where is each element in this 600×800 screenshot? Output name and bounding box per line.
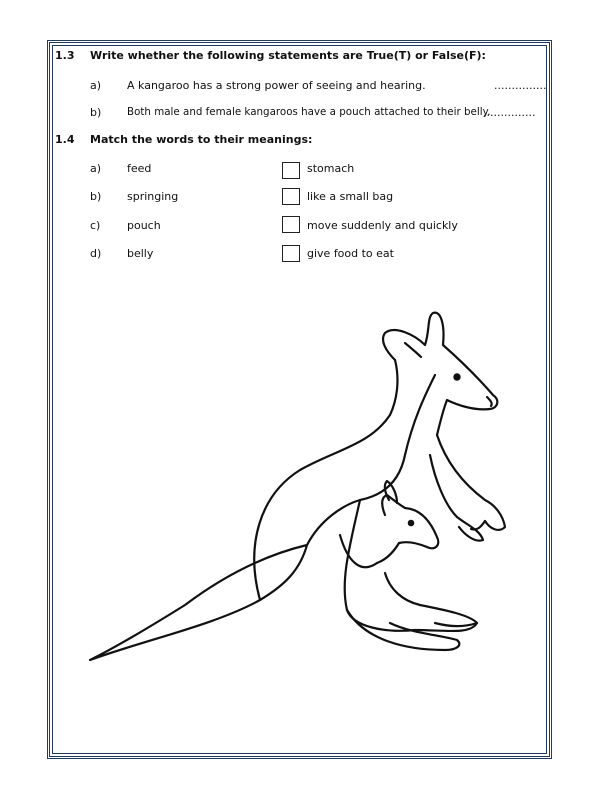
question-title-1-4: Match the words to their meanings: — [90, 133, 313, 146]
match-answer-box-d[interactable] — [282, 245, 300, 262]
match-answer-box-b[interactable] — [282, 188, 300, 205]
match-answer-box-a[interactable] — [282, 162, 300, 179]
question-number-1-3: 1.3 — [55, 49, 75, 62]
match-word-c: pouch — [127, 219, 161, 232]
answer-blank-b[interactable]: ............... — [483, 106, 536, 119]
question-number-1-4: 1.4 — [55, 133, 75, 146]
match-letter-d: d) — [90, 247, 102, 260]
statement-letter-b: b) — [90, 106, 102, 119]
match-word-a: feed — [127, 162, 152, 175]
match-meaning-2: like a small bag — [307, 190, 394, 203]
question-title-1-3: Write whether the following statements are True(T) or False(F): — [90, 49, 486, 62]
statement-letter-a: a) — [90, 79, 102, 92]
answer-blank-a[interactable]: ............... — [494, 79, 547, 92]
statement-text-b: Both male and female kangaroos have a pouch attached to their belly. — [127, 106, 491, 118]
kangaroo-with-joey-icon — [85, 305, 525, 670]
match-answer-box-c[interactable] — [282, 216, 300, 233]
match-letter-b: b) — [90, 190, 102, 203]
match-letter-a: a) — [90, 162, 102, 175]
match-meaning-1: stomach — [307, 162, 355, 175]
match-word-b: springing — [127, 190, 179, 203]
match-meaning-4: give food to eat — [307, 247, 394, 260]
match-meaning-3: move suddenly and quickly — [307, 219, 458, 232]
match-letter-c: c) — [90, 219, 101, 232]
match-word-d: belly — [127, 247, 154, 260]
statement-text-a: A kangaroo has a strong power of seeing and hearing. — [127, 79, 426, 92]
